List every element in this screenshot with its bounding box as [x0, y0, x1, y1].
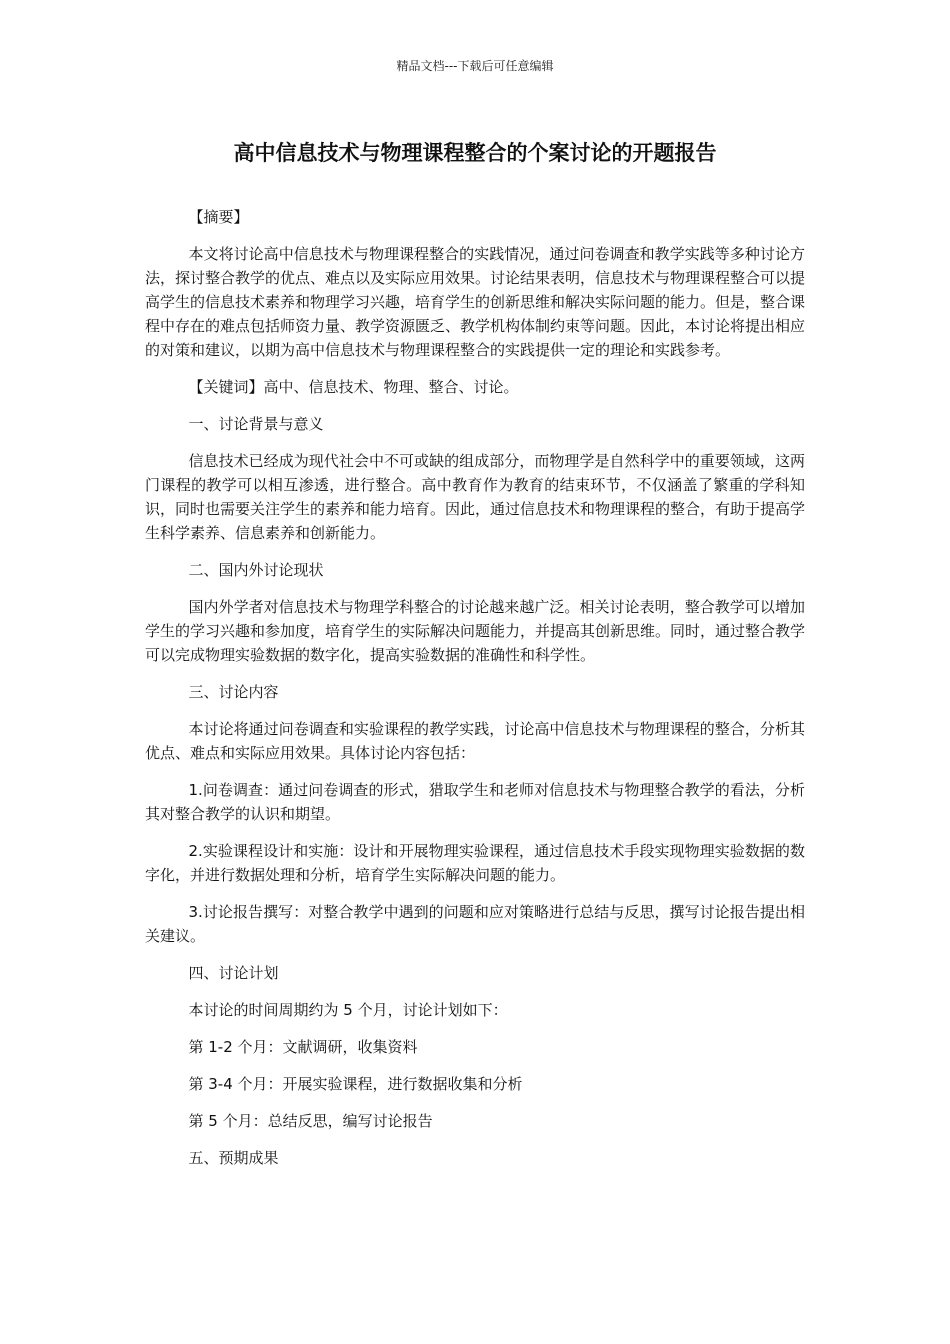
section-paragraph-content: 本讨论将通过问卷调查和实验课程的教学实践，讨论高中信息技术与物理课程的整合，分析其优点、难点和实际应用效果。具体讨论内容包括： — [145, 720, 805, 762]
content-list-item: 3.讨论报告撰写：对整合教学中遇到的问题和应对策略进行总结与反思，撰写讨论报告提出相关建议。 — [145, 903, 805, 945]
plan-item: 第 5 个月：总结反思，编写讨论报告 — [188, 1112, 433, 1130]
plan-item: 第 3-4 个月：开展实验课程，进行数据收集和分析 — [188, 1075, 523, 1093]
section-heading-content: 三、讨论内容 — [188, 683, 279, 701]
section-heading-plan: 四、讨论计划 — [188, 964, 279, 982]
document-title: 高中信息技术与物理课程整合的个案讨论的开题报告 — [233, 141, 717, 165]
plan-item: 第 1-2 个月：文献调研，收集资料 — [188, 1038, 418, 1056]
section-paragraph-background: 信息技术已经成为现代社会中不可或缺的组成部分，而物理学是自然科学中的重要领域，这两门课程的教学可以相互渗透，进行整合。高中教育作为教育的结束环节，不仅涵盖了繁重的学科知识，同时也需要关注学生的素养和能力培育。因此，通过信息技术和物理课程的整合，有助于提高学生科学素养、信息素养和创新能力。 — [145, 452, 806, 542]
content-list-item: 1.问卷调查：通过问卷调查的形式，猎取学生和老师对信息技术与物理整合教学的看法，分析其对整合教学的认识和期望。 — [145, 781, 805, 823]
section-paragraph-status: 国内外学者对信息技术与物理学科整合的讨论越来越广泛。相关讨论表明，整合教学可以增加学生的学习兴趣和参加度，培育学生的实际解决问题能力，并提高其创新思维。同时，通过整合教学可以完成物理实验数据的数字化，提高实验数据的准确性和科学性。 — [145, 598, 806, 664]
page-header: 精品文档---下载后可任意编辑 — [396, 59, 554, 73]
section-heading-outcomes: 五、预期成果 — [188, 1149, 279, 1167]
keywords-line: 【关键词】高中、信息技术、物理、整合、讨论。 — [188, 378, 519, 396]
abstract-heading: 【摘要】 — [188, 208, 249, 226]
section-heading-background: 一、讨论背景与意义 — [188, 415, 324, 433]
abstract-paragraph: 本文将讨论高中信息技术与物理课程整合的实践情况，通过问卷调查和教学实践等多种讨论方法，探讨整合教学的优点、难点以及实际应用效果。讨论结果表明，信息技术与物理课程整合可以提高学生的信息技术素养和物理学习兴趣，培育学生的创新思维和解决实际问题的能力。但是，整合课程中存在的难点包括师资力量、教学资源匮乏、教学机构体制约束等问题。因此，本讨论将提出相应的对策和建议，以期为高中信息技术与物理课程整合的实践提供一定的理论和实践参考。 — [145, 245, 806, 359]
content-list-item: 2.实验课程设计和实施：设计和开展物理实验课程，通过信息技术手段实现物理实验数据的数字化，并进行数据处理和分析，培育学生实际解决问题的能力。 — [145, 842, 805, 884]
document-body — [145, 205, 805, 1183]
section-heading-status: 二、国内外讨论现状 — [188, 561, 324, 579]
plan-intro: 本讨论的时间周期约为 5 个月，讨论计划如下： — [188, 1001, 508, 1019]
